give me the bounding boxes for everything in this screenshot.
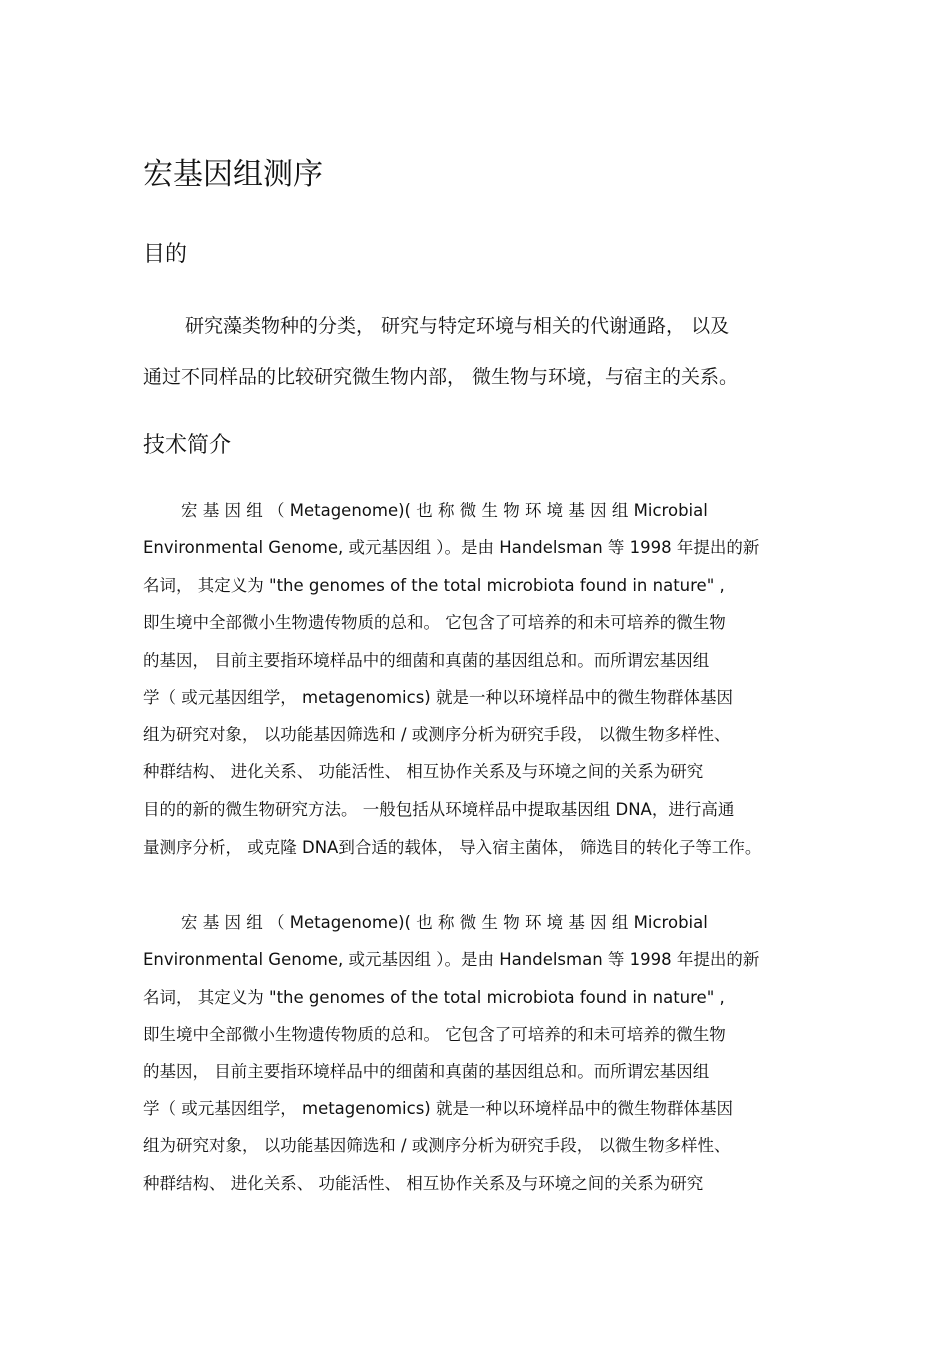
paragraph-2-line: 名词， 其定义为 "the genomes of the total microbiota found in nature" , [143, 988, 725, 1007]
paragraph-1-line: 目的的新的微生物研究方法。 一般包括从环境样品中提取基因组 DNA，进行高通 [143, 800, 735, 819]
paragraph-1-line: 种群结构、 进化关系、 功能活性、 相互协作关系及与环境之间的关系为研究 [143, 762, 704, 781]
paragraph-2-line: 学（ 或元基因组学， metagenomics) 就是一种以环境样品中的微生物群体基因 [143, 1099, 733, 1118]
purpose-line: 研究藻类物种的分类， 研究与特定环境与相关的代谢通路， 以及 [185, 315, 730, 337]
document-title: 宏基因组测序 [143, 157, 323, 192]
technology-heading: 技术简介 [143, 433, 232, 458]
paragraph-1-line: 量测序分析， 或克隆 DNA到合适的载体， 导入宿主菌体， 筛选目的转化子等工作。 [143, 838, 762, 857]
paragraph-1-line: 组为研究对象， 以功能基因筛选和 / 或测序分析为研究手段， 以微生物多样性、 [143, 725, 731, 744]
paragraph-1-line: 学（ 或元基因组学， metagenomics) 就是一种以环境样品中的微生物群体基因 [143, 688, 733, 707]
paragraph-1-line: 的基因， 目前主要指环境样品中的细菌和真菌的基因组总和。而所谓宏基因组 [143, 651, 710, 670]
paragraph-1-line: 名词， 其定义为 "the genomes of the total microbiota found in nature" , [143, 576, 725, 595]
purpose-heading: 目的 [143, 242, 188, 267]
paragraph-1-line: 宏 基 因 组 （ Metagenome)( 也 称 微 生 物 环 境 基 因 组 Microbial [181, 501, 708, 520]
paragraph-1-line: 即生境中全部微小生物遗传物质的总和。 它包含了可培养的和未可培养的微生物 [143, 613, 726, 632]
paragraph-2-line: 的基因， 目前主要指环境样品中的细菌和真菌的基因组总和。而所谓宏基因组 [143, 1062, 710, 1081]
paragraph-2-line: Environmental Genome, 或元基因组 ）。是由 Handelsman 等 1998 年提出的新 [143, 950, 760, 969]
paragraph-2-line: 宏 基 因 组 （ Metagenome)( 也 称 微 生 物 环 境 基 因 组 Microbial [181, 913, 708, 932]
purpose-line: 通过不同样品的比较研究微生物内部， 微生物与环境，与宿主的关系。 [143, 366, 739, 388]
paragraph-2-line: 组为研究对象， 以功能基因筛选和 / 或测序分析为研究手段， 以微生物多样性、 [143, 1136, 731, 1155]
paragraph-2-line: 种群结构、 进化关系、 功能活性、 相互协作关系及与环境之间的关系为研究 [143, 1174, 704, 1193]
paragraph-1-line: Environmental Genome, 或元基因组 ）。是由 Handelsman 等 1998 年提出的新 [143, 538, 760, 557]
paragraph-2-line: 即生境中全部微小生物遗传物质的总和。 它包含了可培养的和未可培养的微生物 [143, 1025, 726, 1044]
